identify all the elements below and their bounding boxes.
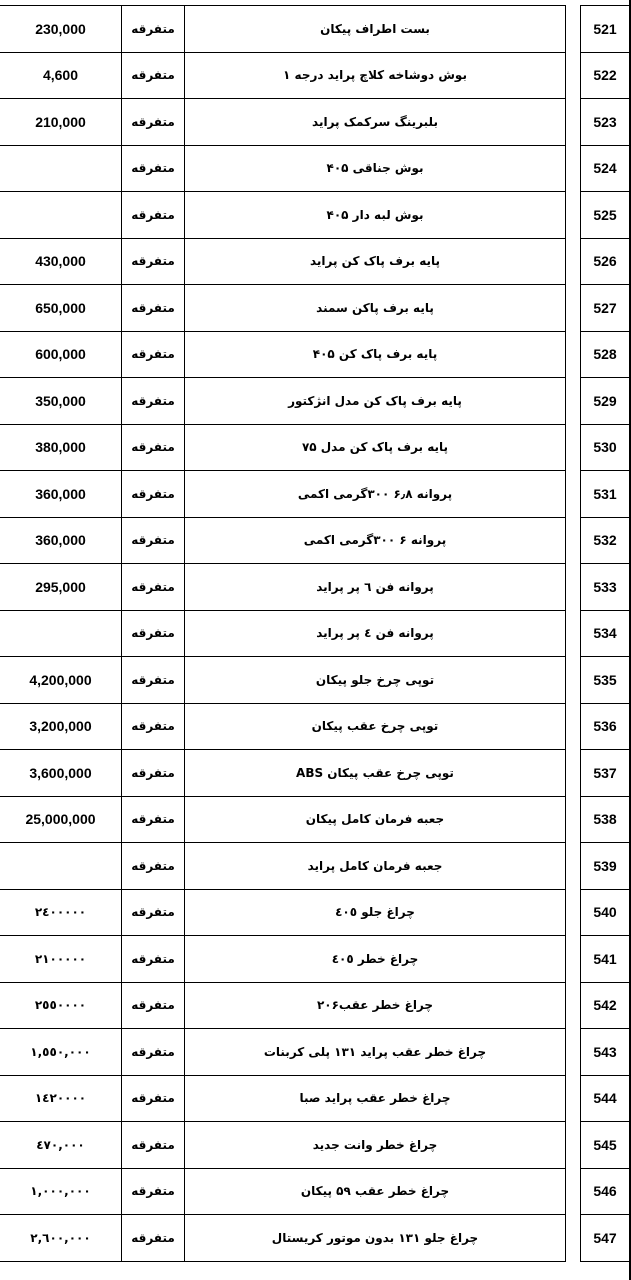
price-cell: 360,000 [0, 471, 122, 518]
price-cell: 25,000,000 [0, 796, 122, 843]
spacer-cell [566, 796, 581, 843]
price-cell [0, 610, 122, 657]
row-number-cell: 540 [581, 889, 630, 936]
row-number-cell: 534 [581, 610, 630, 657]
table-row [0, 99, 630, 146]
spacer-cell [566, 703, 581, 750]
item-name-cell: بوش لبه دار ۴۰۵ [185, 192, 566, 239]
price-cell: 3,200,000 [0, 703, 122, 750]
spacer-cell [566, 517, 581, 564]
item-name-cell: پایه برف پاک کن ۴۰۵ [185, 331, 566, 378]
price-cell: ٢٤٠٠٠٠٠ [0, 889, 122, 936]
item-name-cell: چراغ خطر عقب ۵۹ پیکان [185, 1168, 566, 1215]
price-cell [0, 192, 122, 239]
spacer-cell [566, 285, 581, 332]
spacer-cell [566, 657, 581, 704]
price-cell: 650,000 [0, 285, 122, 332]
price-cell: ٢,٦٠٠,٠٠٠ [0, 1215, 122, 1262]
price-cell: 4,600 [0, 52, 122, 99]
row-number-cell: 521 [581, 6, 630, 53]
table-row [0, 889, 630, 936]
table-row [0, 424, 630, 471]
spacer-cell [566, 564, 581, 611]
price-list-sheet [0, 5, 625, 1262]
table-row [0, 1122, 630, 1169]
price-cell: 430,000 [0, 238, 122, 285]
table-row [0, 657, 630, 704]
category-cell: متفرقه [122, 889, 185, 936]
item-name-cell: پروانه فن ٤ پر پراید [185, 610, 566, 657]
price-cell: 3,600,000 [0, 750, 122, 797]
row-number-cell: 529 [581, 378, 630, 425]
table-row [0, 145, 630, 192]
spacer-cell [566, 6, 581, 53]
price-cell: 210,000 [0, 99, 122, 146]
spacer-cell [566, 1029, 581, 1076]
item-name-cell: بست اطراف پیکان [185, 6, 566, 53]
price-cell: ١,٠٠٠,٠٠٠ [0, 1168, 122, 1215]
spacer-cell [566, 378, 581, 425]
row-number-cell: 525 [581, 192, 630, 239]
spacer-cell [566, 1075, 581, 1122]
item-name-cell: چراغ خطر عقب۲۰۶ [185, 982, 566, 1029]
item-name-cell: بوش دوشاخه کلاچ پراید درجه ۱ [185, 52, 566, 99]
row-number-cell: 541 [581, 936, 630, 983]
category-cell: متفرقه [122, 238, 185, 285]
item-name-cell: توپی چرخ عقب پیکان [185, 703, 566, 750]
price-cell: ٢١٠٠٠٠٠ [0, 936, 122, 983]
category-cell: متفرقه [122, 285, 185, 332]
category-cell: متفرقه [122, 1075, 185, 1122]
row-number-cell: 523 [581, 99, 630, 146]
category-cell: متفرقه [122, 796, 185, 843]
price-cell: ١٤٢٠٠٠٠ [0, 1075, 122, 1122]
category-cell: متفرقه [122, 471, 185, 518]
category-cell: متفرقه [122, 1215, 185, 1262]
price-cell [0, 145, 122, 192]
row-number-cell: 544 [581, 1075, 630, 1122]
category-cell: متفرقه [122, 936, 185, 983]
item-name-cell: پروانه فن ٦ پر پراید [185, 564, 566, 611]
item-name-cell: پایه برف پاک کن مدل ۷۵ [185, 424, 566, 471]
price-cell: 360,000 [0, 517, 122, 564]
table-row [0, 796, 630, 843]
price-cell: 295,000 [0, 564, 122, 611]
row-number-cell: 536 [581, 703, 630, 750]
row-number-cell: 531 [581, 471, 630, 518]
category-cell: متفرقه [122, 1029, 185, 1076]
table-row [0, 52, 630, 99]
price-cell: 380,000 [0, 424, 122, 471]
row-number-cell: 539 [581, 843, 630, 890]
price-cell [0, 843, 122, 890]
table-row [0, 1168, 630, 1215]
category-cell: متفرقه [122, 6, 185, 53]
row-number-cell: 542 [581, 982, 630, 1029]
price-cell: ٤٧٠,٠٠٠ [0, 1122, 122, 1169]
category-cell: متفرقه [122, 843, 185, 890]
row-number-cell: 527 [581, 285, 630, 332]
table-row [0, 331, 630, 378]
row-number-cell: 537 [581, 750, 630, 797]
table-row [0, 610, 630, 657]
category-cell: متفرقه [122, 703, 185, 750]
table-row [0, 192, 630, 239]
spacer-cell [566, 982, 581, 1029]
table-row [0, 936, 630, 983]
spacer-cell [566, 1122, 581, 1169]
category-cell: متفرقه [122, 1122, 185, 1169]
price-cell: 230,000 [0, 6, 122, 53]
item-name-cell: پایه برف پاک کن پراید [185, 238, 566, 285]
price-cell: ١,٥٥٠,٠٠٠ [0, 1029, 122, 1076]
item-name-cell: چراغ خطر عقب پراید ۱۳۱ پلی کربنات [185, 1029, 566, 1076]
price-cell: 600,000 [0, 331, 122, 378]
spacer-cell [566, 99, 581, 146]
category-cell: متفرقه [122, 331, 185, 378]
spacer-cell [566, 1215, 581, 1262]
row-number-cell: 528 [581, 331, 630, 378]
row-number-cell: 543 [581, 1029, 630, 1076]
spacer-cell [566, 471, 581, 518]
spacer-cell [566, 1168, 581, 1215]
category-cell: متفرقه [122, 610, 185, 657]
spacer-cell [566, 192, 581, 239]
item-name-cell: بلبرینگ سرکمک پراید [185, 99, 566, 146]
price-cell: 350,000 [0, 378, 122, 425]
category-cell: متفرقه [122, 99, 185, 146]
spacer-cell [566, 145, 581, 192]
item-name-cell: پایه برف پاک کن مدل انژکتور [185, 378, 566, 425]
item-name-cell: توپی چرخ عقب پیکان ABS [185, 750, 566, 797]
spacer-cell [566, 238, 581, 285]
table-row [0, 6, 630, 53]
category-cell: متفرقه [122, 1168, 185, 1215]
spacer-cell [566, 331, 581, 378]
category-cell: متفرقه [122, 192, 185, 239]
item-name-cell: پروانه ۶ ۳۰۰گرمی اکمی [185, 517, 566, 564]
item-name-cell: چراغ خطر عقب پراید صبا [185, 1075, 566, 1122]
category-cell: متفرقه [122, 378, 185, 425]
price-cell: ٢٥٥٠٠٠٠ [0, 982, 122, 1029]
spacer-cell [566, 52, 581, 99]
table-row [0, 1029, 630, 1076]
category-cell: متفرقه [122, 982, 185, 1029]
table-row [0, 471, 630, 518]
item-name-cell: چراغ جلو ۱۳۱ بدون موتور کریستال [185, 1215, 566, 1262]
price-table [0, 5, 630, 1262]
category-cell: متفرقه [122, 145, 185, 192]
table-row [0, 285, 630, 332]
table-row [0, 564, 630, 611]
table-row [0, 378, 630, 425]
item-name-cell: بوش جناقی ۴۰۵ [185, 145, 566, 192]
spacer-cell [566, 610, 581, 657]
spacer-cell [566, 936, 581, 983]
item-name-cell: چراغ خطر ٤٠٥ [185, 936, 566, 983]
table-row [0, 1215, 630, 1262]
table-row [0, 750, 630, 797]
row-number-cell: 538 [581, 796, 630, 843]
category-cell: متفرقه [122, 517, 185, 564]
row-number-cell: 535 [581, 657, 630, 704]
category-cell: متفرقه [122, 564, 185, 611]
row-number-cell: 547 [581, 1215, 630, 1262]
row-number-cell: 530 [581, 424, 630, 471]
spacer-cell [566, 889, 581, 936]
item-name-cell: جعبه فرمان کامل پیکان [185, 796, 566, 843]
spacer-cell [566, 750, 581, 797]
row-number-cell: 522 [581, 52, 630, 99]
category-cell: متفرقه [122, 424, 185, 471]
item-name-cell: پایه برف پاکن سمند [185, 285, 566, 332]
category-cell: متفرقه [122, 750, 185, 797]
row-number-cell: 524 [581, 145, 630, 192]
row-number-cell: 533 [581, 564, 630, 611]
item-name-cell: چراغ جلو ٤٠٥ [185, 889, 566, 936]
row-number-cell: 545 [581, 1122, 630, 1169]
item-name-cell: جعبه فرمان کامل پراید [185, 843, 566, 890]
spacer-cell [566, 843, 581, 890]
table-row [0, 1075, 630, 1122]
table-row [0, 982, 630, 1029]
category-cell: متفرقه [122, 52, 185, 99]
table-row [0, 517, 630, 564]
item-name-cell: توپی چرخ جلو پیکان [185, 657, 566, 704]
item-name-cell: چراغ خطر وانت جدید [185, 1122, 566, 1169]
item-name-cell: پروانه ۶٫۸ ۳۰۰گرمی اکمی [185, 471, 566, 518]
spacer-cell [566, 424, 581, 471]
row-number-cell: 532 [581, 517, 630, 564]
row-number-cell: 526 [581, 238, 630, 285]
category-cell: متفرقه [122, 657, 185, 704]
table-row [0, 238, 630, 285]
table-row [0, 843, 630, 890]
table-row [0, 703, 630, 750]
price-cell: 4,200,000 [0, 657, 122, 704]
row-number-cell: 546 [581, 1168, 630, 1215]
price-table-body [0, 6, 630, 1262]
